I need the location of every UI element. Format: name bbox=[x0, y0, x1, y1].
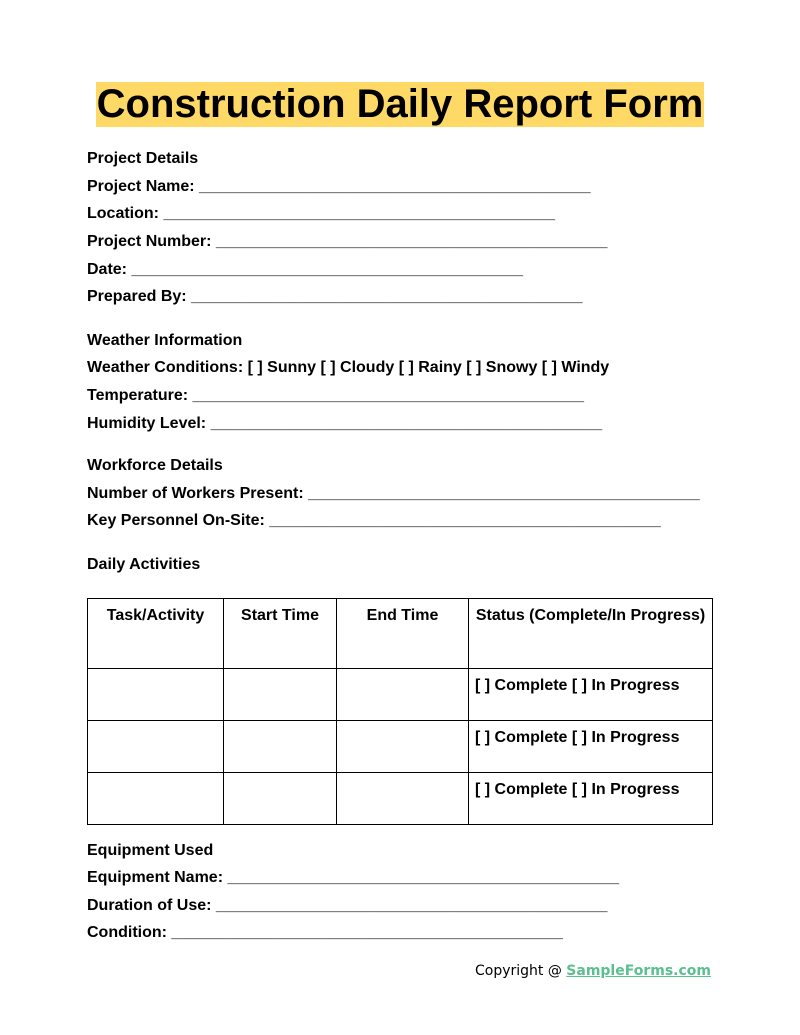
section-heading-project: Project Details bbox=[87, 150, 199, 167]
table-header-row bbox=[88, 599, 713, 669]
column-header: End Time bbox=[337, 599, 469, 669]
cell-task[interactable] bbox=[88, 773, 224, 825]
field-key-personnel[interactable]: Key Personnel On-Site: ____________________________________________ bbox=[87, 512, 661, 529]
field-workers-present[interactable]: Number of Workers Present: ____________________________________________ bbox=[87, 485, 700, 502]
field-project-number[interactable]: Project Number: ____________________________________________ bbox=[87, 233, 608, 250]
field-equipment-name[interactable]: Equipment Name: ____________________________________________ bbox=[87, 869, 619, 886]
column-header: Start Time bbox=[224, 599, 337, 669]
section-heading-workforce: Workforce Details bbox=[87, 457, 223, 474]
field-duration[interactable]: Duration of Use: ____________________________________________ bbox=[87, 897, 608, 914]
section-heading-weather: Weather Information bbox=[87, 332, 243, 349]
cell-task[interactable] bbox=[88, 669, 224, 721]
footer-copyright: Copyright @ SampleForms.com bbox=[474, 963, 711, 979]
cell-status[interactable]: [ ] Complete [ ] In Progress bbox=[469, 721, 713, 773]
cell-start[interactable] bbox=[224, 669, 337, 721]
field-temperature[interactable]: Temperature: ____________________________________________ bbox=[87, 387, 585, 404]
cell-end[interactable] bbox=[337, 669, 469, 721]
table-row bbox=[88, 669, 713, 721]
field-condition[interactable]: Condition: ____________________________________________ bbox=[87, 924, 563, 941]
cell-task[interactable] bbox=[88, 721, 224, 773]
field-location[interactable]: Location: ____________________________________________ bbox=[87, 205, 555, 222]
column-header: Status (Complete/In Progress) bbox=[469, 599, 713, 669]
activities-table bbox=[87, 598, 713, 825]
sampleforms-link[interactable]: SampleForms.com bbox=[566, 963, 711, 979]
field-date[interactable]: Date: ____________________________________________ bbox=[87, 261, 523, 278]
cell-status[interactable]: [ ] Complete [ ] In Progress bbox=[469, 773, 713, 825]
field-weather-conditions[interactable]: Weather Conditions: [ ] Sunny [ ] Cloudy [ ] Rainy [ ] Snowy [ ] Windy bbox=[87, 359, 610, 376]
cell-status[interactable]: [ ] Complete [ ] In Progress bbox=[469, 669, 713, 721]
column-header: Task/Activity bbox=[88, 599, 224, 669]
cell-start[interactable] bbox=[224, 773, 337, 825]
section-heading-equipment: Equipment Used bbox=[87, 842, 214, 859]
cell-end[interactable] bbox=[337, 773, 469, 825]
field-project-name[interactable]: Project Name: ____________________________________________ bbox=[87, 178, 591, 195]
table-row bbox=[88, 721, 713, 773]
table-row bbox=[88, 773, 713, 825]
cell-end[interactable] bbox=[337, 721, 469, 773]
field-prepared-by[interactable]: Prepared By: ____________________________________________ bbox=[87, 288, 583, 305]
page-title: Construction Daily Report Form bbox=[96, 82, 704, 126]
cell-start[interactable] bbox=[224, 721, 337, 773]
section-heading-activities: Daily Activities bbox=[87, 556, 201, 573]
field-humidity[interactable]: Humidity Level: ____________________________________________ bbox=[87, 415, 603, 432]
